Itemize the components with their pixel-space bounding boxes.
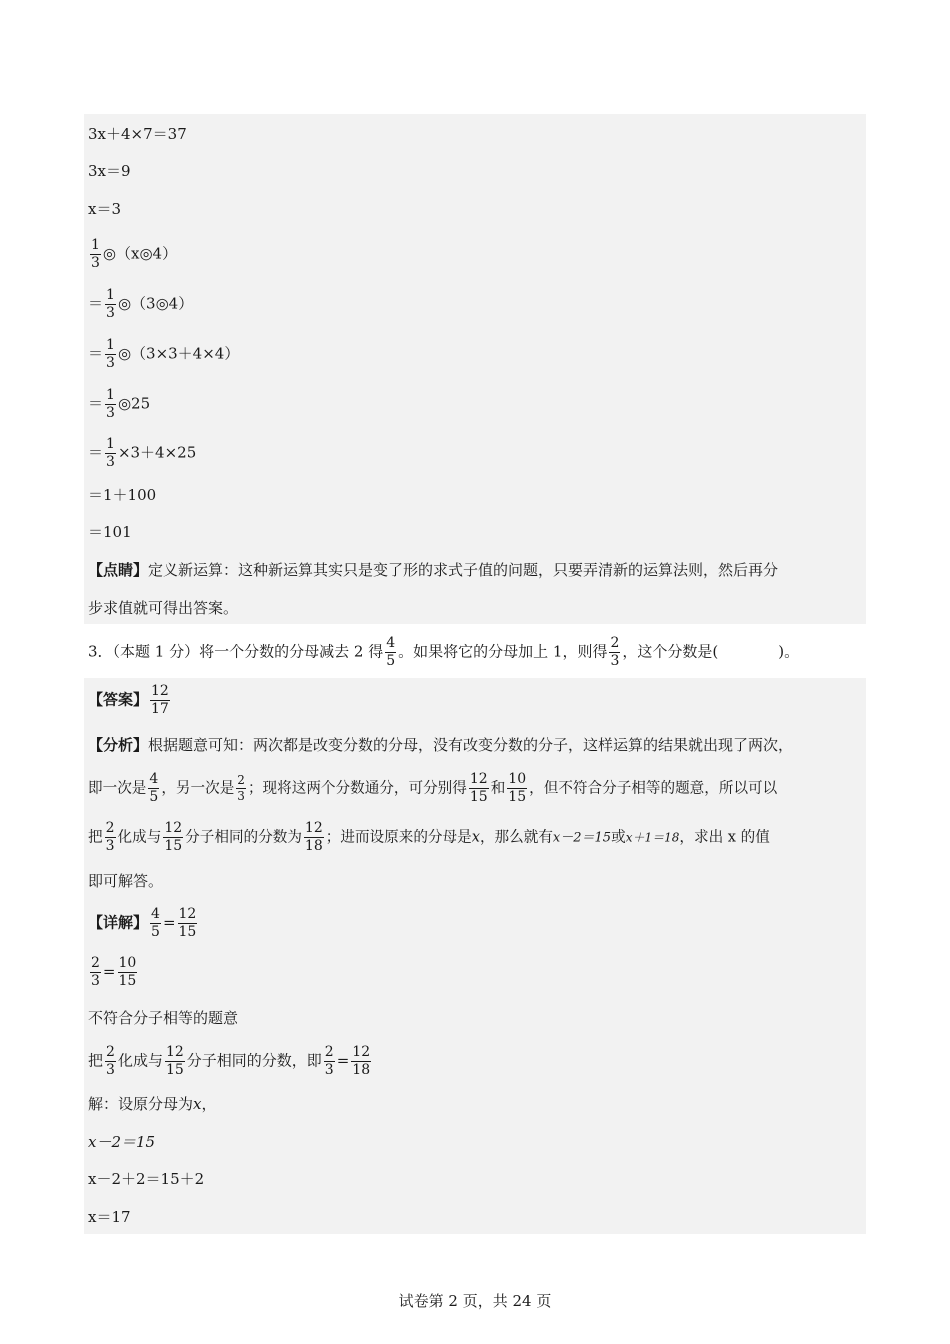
fraction: $\frac{12}{18}$ — [352, 1044, 371, 1078]
tip-label: 【点睛】 — [88, 561, 149, 579]
detail-label: 【详解】 — [88, 913, 149, 932]
analysis-label: 【分析】 — [88, 736, 149, 754]
fraction: $\frac{2}{3}$ — [105, 820, 115, 854]
page-footer: 试卷第 2 页，共 24 页 — [398, 1292, 552, 1310]
tip-line-2: 步求值就可得出答案。 — [88, 599, 239, 617]
eq-line-5: ＝ $\frac{1}{3}$ ◎（3◎4） — [88, 287, 194, 321]
detail-line-3: 不符合分子相等的题意 — [88, 1009, 239, 1027]
eq-line-1: 3x＋4×7＝37 — [88, 125, 187, 143]
fraction: $\frac{4}{5}$ — [151, 906, 160, 940]
analysis-line-4: 即可解答。 — [88, 872, 164, 890]
current-solution-block — [84, 678, 866, 1234]
eq-line-9: ＝1＋100 — [88, 486, 157, 504]
fraction: $\frac{12}{15}$ — [164, 820, 183, 854]
fraction: $\frac{1}{3}$ — [106, 337, 115, 371]
fraction: $\frac{2}{3}$ — [106, 1044, 115, 1078]
detail-line-8: x＝17 — [88, 1208, 131, 1226]
fraction: $\frac{12}{15}$ — [178, 906, 197, 940]
fraction: $\frac{2}{3}$ — [237, 773, 245, 803]
eq-line-4: $\frac{1}{3}$ ◎（x◎4） — [91, 237, 178, 271]
analysis-line-2: 即一次是 $\frac{4}{5}$ ，另一次是 $\frac{2}{3}$ ；现将这两个分数通分，可分别得 $\frac{12}{15}$ 和 $\frac{10}{15}$ ，但不符合分子相等的题意，所以可以 — [88, 771, 778, 805]
detail-line-2: $\frac{2}{3}$ = $\frac{10}{15}$ — [91, 955, 137, 989]
eq-line-6: ＝ $\frac{1}{3}$ ◎（3×3＋4×4） — [88, 337, 240, 371]
question-3: 3．（本题 1 分）将一个分数的分母减去 2 得 $\frac{4}{5}$ 。如果将它的分母加上 1，则得 $\frac{2}{3}$ ，这个分数是( )。 — [88, 635, 800, 669]
fraction: $\frac{10}{15}$ — [508, 771, 527, 805]
fraction: $\frac{10}{15}$ — [118, 955, 137, 989]
eq-line-3: x＝3 — [88, 200, 122, 218]
fraction: $\frac{12}{15}$ — [469, 771, 488, 805]
answer-fraction: $\frac{12}{17}$ — [151, 683, 169, 717]
answer-line — [88, 684, 172, 717]
eq-line-2: 3x＝9 — [88, 162, 131, 180]
fraction: $\frac{2}{3}$ — [91, 955, 100, 989]
answer-label: 【答案】 — [88, 690, 149, 709]
detail-line-6: x－2＝15 — [88, 1133, 156, 1151]
detail-line-7: x－2＋2＝15＋2 — [88, 1170, 205, 1188]
detail-line-4: 把 $\frac{2}{3}$ 化成与 $\frac{12}{15}$ 分子相同的分数，即 $\frac{2}{3}$ = $\frac{12}{18}$ — [88, 1044, 371, 1078]
detail-line-5: 解：设原分母为x， — [88, 1095, 217, 1113]
eq-line-8: ＝ $\frac{1}{3}$ ×3＋4×25 — [88, 436, 197, 470]
fraction: $\frac{12}{18}$ — [304, 820, 323, 854]
fraction: $\frac{1}{3}$ — [106, 436, 115, 470]
fraction: $\frac{4}{5}$ — [386, 635, 396, 669]
eq-line-7: ＝ $\frac{1}{3}$ ◎25 — [88, 387, 151, 421]
fraction: $\frac{1}{3}$ — [106, 287, 115, 321]
analysis-line-1: 【分析】根据题意可知：两次都是改变分数的分母，没有改变分数的分子，这样运算的结果就出现了两次， — [88, 736, 794, 754]
fraction: $\frac{2}{3}$ — [610, 635, 620, 669]
detail-line-1: 【详解】 $\frac{4}{5}$ = $\frac{12}{15}$ — [88, 906, 197, 940]
fraction: $\frac{2}{3}$ — [324, 1044, 334, 1078]
fraction: $\frac{1}{3}$ — [106, 387, 115, 421]
fraction: $\frac{4}{5}$ — [149, 771, 159, 805]
fraction: $\frac{1}{3}$ — [91, 237, 100, 271]
fraction: $\frac{12}{15}$ — [165, 1044, 184, 1078]
eq-line-10: ＝101 — [88, 523, 132, 541]
tip-line-1: 【点睛】定义新运算：这种新运算其实只是变了形的求式子值的问题，只要弄清新的运算法则，然后再分 — [88, 561, 779, 579]
analysis-line-3: 把 $\frac{2}{3}$ 化成与 $\frac{12}{15}$ 分子相同的分数为 $\frac{12}{18}$ ；进而设原来的分母是x，那么就有x－2＝15或x＋1＝18，求出 x 的值 — [88, 820, 770, 854]
